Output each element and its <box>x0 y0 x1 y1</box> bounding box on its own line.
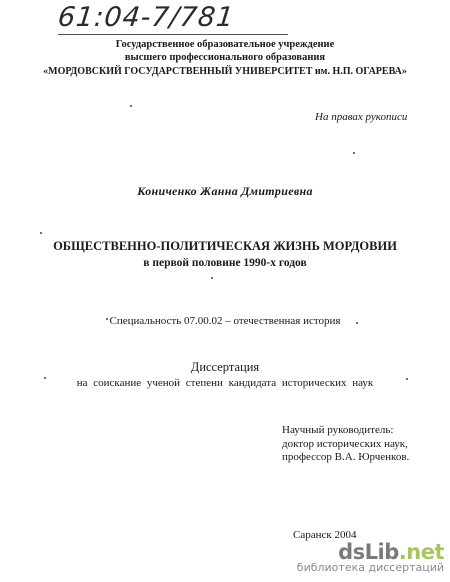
rights-note: На правах рукописи <box>315 111 408 123</box>
supervisor-label: Научный руководитель: <box>282 424 394 436</box>
dissertation-title: ОБЩЕСТВЕННО-ПОЛИТИЧЕСКАЯ ЖИЗНЬ МОРДОВИИ <box>53 239 397 253</box>
work-type: Диссертация <box>190 360 260 374</box>
scan-speck <box>356 322 358 324</box>
watermark-logo-suffix: .net <box>398 540 444 564</box>
scan-speck <box>406 378 408 380</box>
specialty-line: Специальность 07.00.02 – отечественная история <box>109 315 341 327</box>
supervisor-name: профессор В.А. Юрченков. <box>282 451 410 463</box>
handwritten-underline <box>58 34 288 35</box>
watermark <box>297 540 444 574</box>
degree-line: на соискание ученой степени кандидата исторических наук <box>76 377 374 389</box>
scan-speck <box>106 318 108 320</box>
scan-speck <box>44 377 46 379</box>
dissertation-subtitle: в первой половине 1990-х годов <box>143 257 307 269</box>
author-name: Коничeнко Жанна Дмитриевна <box>137 184 313 198</box>
institution-line-2: высшего профессионального образования <box>124 52 326 63</box>
scan-speck <box>130 105 132 107</box>
scan-speck <box>211 277 213 279</box>
institution-line-3: «МОРДОВСКИЙ ГОСУДАРСТВЕННЫЙ УНИВЕРСИТЕТ им. Н.П. ОГАРЕВА» <box>43 66 407 77</box>
supervisor-degree: доктор исторических наук, <box>282 437 408 450</box>
handwritten-catalog-code: 61:04-7/781 <box>56 2 237 33</box>
scan-speck <box>40 232 42 234</box>
supervisor-block <box>282 424 409 465</box>
institution-line-1: Государственное образовательное учреждение <box>115 39 335 50</box>
watermark-subtitle: библиотека диссертаций <box>296 561 444 574</box>
city-year: Саранск 2004 <box>293 529 357 541</box>
scan-speck <box>353 152 355 154</box>
watermark-logo-main: dsLib <box>338 540 399 564</box>
